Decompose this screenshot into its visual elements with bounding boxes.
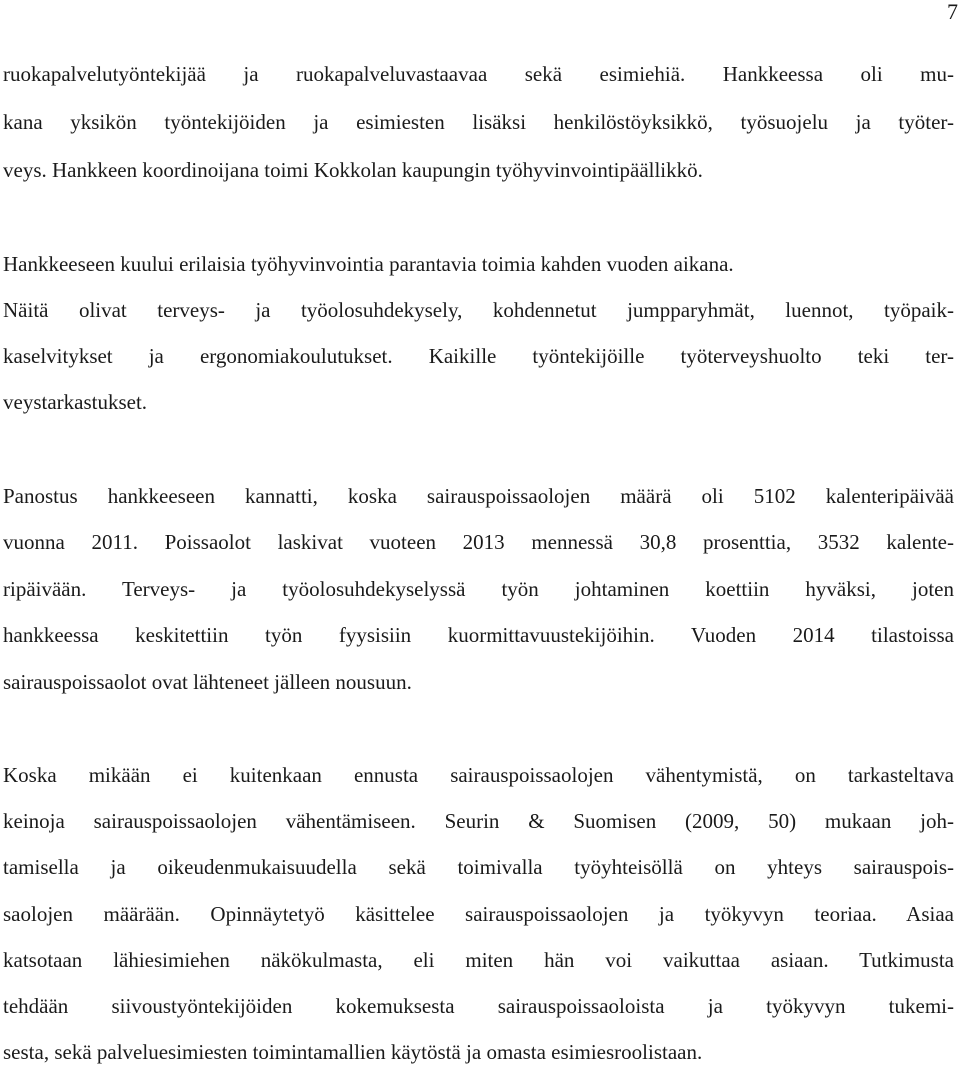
text-line: tamisella ja oikeudenmukaisuudella sekä toimivalla työyhteisöllä on yhteys sairauspois- — [3, 855, 954, 879]
text-line: kana yksikön työntekijöiden ja esimiesten lisäksi henkilöstöyksikkö, työsuojelu ja työter- — [3, 110, 954, 134]
text-line: Koska mikään ei kuitenkaan ennusta sairauspoissaolojen vähentymistä, on tarkasteltava — [3, 763, 954, 787]
text-line: saolojen määrään. Opinnäytetyö käsittelee sairauspoissaolojen ja työkyvyn teoriaa. Asiaa — [3, 902, 954, 926]
text-line: sesta, sekä palveluesimiesten toimintamallien käytöstä ja omasta esimiesroolistaan. — [3, 1040, 703, 1064]
text-line: vuonna 2011. Poissaolot laskivat vuoteen 2013 mennessä 30,8 prosenttia, 3532 kalente- — [3, 530, 954, 554]
text-line: sairauspoissaolot ovat lähteneet jälleen nousuun. — [3, 670, 412, 694]
text-line: Hankkeeseen kuului erilaisia työhyvinvointia parantavia toimia kahden vuoden aikana. — [3, 252, 734, 276]
text-line: Panostus hankkeeseen kannatti, koska sairauspoissaolojen määrä oli 5102 kalenteripäivää — [3, 484, 954, 508]
text-line: kaselvitykset ja ergonomiakoulutukset. Kaikille työntekijöille työterveyshuolto teki ter- — [3, 344, 954, 368]
text-line: Näitä olivat terveys- ja työolosuhdekysely, kohdennetut jumpparyhmät, luennot, työpaik- — [3, 298, 954, 322]
text-line: tehdään siivoustyöntekijöiden kokemuksesta sairauspoissaoloista ja työkyvyn tukemi- — [3, 994, 954, 1018]
text-line: katsotaan lähiesimiehen näkökulmasta, eli miten hän voi vaikuttaa asiaan. Tutkimusta — [3, 948, 954, 972]
text-line: veys. Hankkeen koordinoijana toimi Kokkolan kaupungin työhyvinvointipäällikkö. — [3, 158, 703, 182]
text-line: ripäivään. Terveys- ja työolosuhdekyselyssä työn johtaminen koettiin hyväksi, joten — [3, 577, 954, 601]
text-line: veystarkastukset. — [3, 390, 148, 414]
text-line: keinoja sairauspoissaolojen vähentämiseen. Seurin & Suomisen (2009, 50) mukaan joh- — [3, 809, 954, 833]
text-line: hankkeessa keskitettiin työn fyysisiin kuormittavuustekijöihin. Vuoden 2014 tilastoissa — [3, 623, 954, 647]
page-number: 7 — [947, 0, 958, 24]
text-line: ruokapalvelutyöntekijää ja ruokapalveluvastaavaa sekä esimiehiä. Hankkeessa oli mu- — [3, 62, 954, 86]
